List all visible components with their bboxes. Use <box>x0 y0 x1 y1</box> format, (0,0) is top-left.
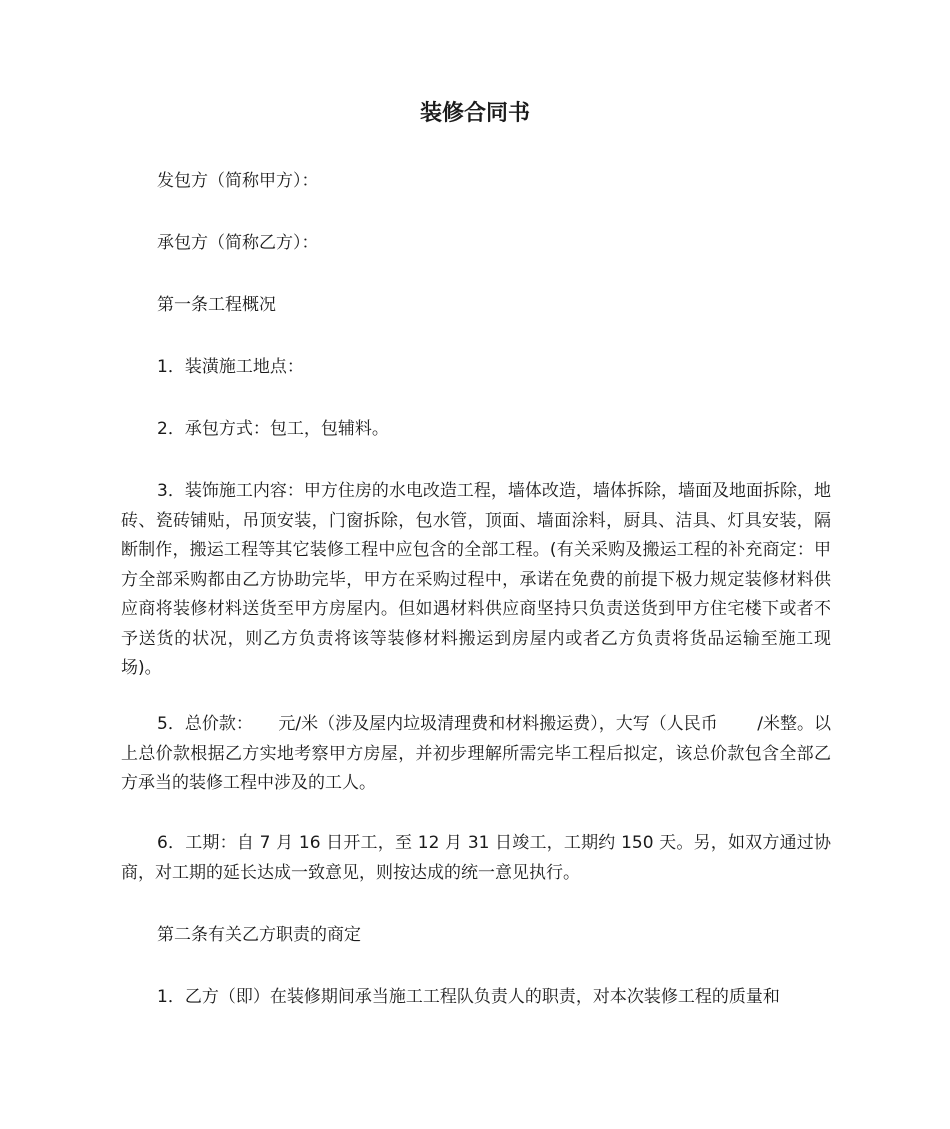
article-2-heading: 第二条有关乙方职责的商定 <box>157 925 361 945</box>
article-2-clause-1: 1．乙方（即）在装修期间承当施工工程队负责人的职责，对本次装修工程的质量和 <box>157 987 780 1007</box>
clause-1-location: 1．装潢施工地点： <box>157 357 304 377</box>
article-1-heading: 第一条工程概况 <box>157 295 276 315</box>
document-title: 装修合同书 <box>419 101 530 126</box>
party-a-line: 发包方（简称甲方）： <box>157 171 319 191</box>
party-b-line: 承包方（简称乙方）： <box>157 233 319 253</box>
clause-3-scope: 3．装饰施工内容：甲方住房的水电改造工程，墙体改造，墙体拆除，墙面及地面拆除，地砖、瓷砖铺贴，吊顶安装，门窗拆除，包水管，顶面、墙面涂料，厨具、洁具、灯具安装，隔断制作，搬运工程等其它装修工程中应包含的全部工程。(有关采购及搬运工程的补充商定：甲方全部采购都由乙方协助完毕，甲方在采购过程中，承诺在免费的前提下极力规定装修材料供应商将装修材料送货至甲方房屋内。但如遇材料供应商坚持只负责送货到甲方住宅楼下或者不予送货的状况，则乙方负责将该等装修材料搬运到房屋内或者乙方负责将货品运输至施工现场)。 <box>121 481 831 678</box>
clause-2-contract-method: 2．承包方式：包工，包辅料。 <box>157 419 389 439</box>
clause-6-schedule: 6．工期：自 7 月 16 日开工，至 12 月 31 日竣工，工期约 150 天。另，如双方通过协商，对工期的延长达成一致意见，则按达成的统一意见执行。 <box>121 833 831 883</box>
clause-5-total-price: 5．总价款： 元/米（涉及屋内垃圾清理费和材料搬运费），大写（人民币 /米整。以上总价款根据乙方实地考察甲方房屋，并初步理解所需完毕工程后拟定，该总价款包含全部乙方承当的装修工程中涉及的工人。 <box>121 714 831 793</box>
